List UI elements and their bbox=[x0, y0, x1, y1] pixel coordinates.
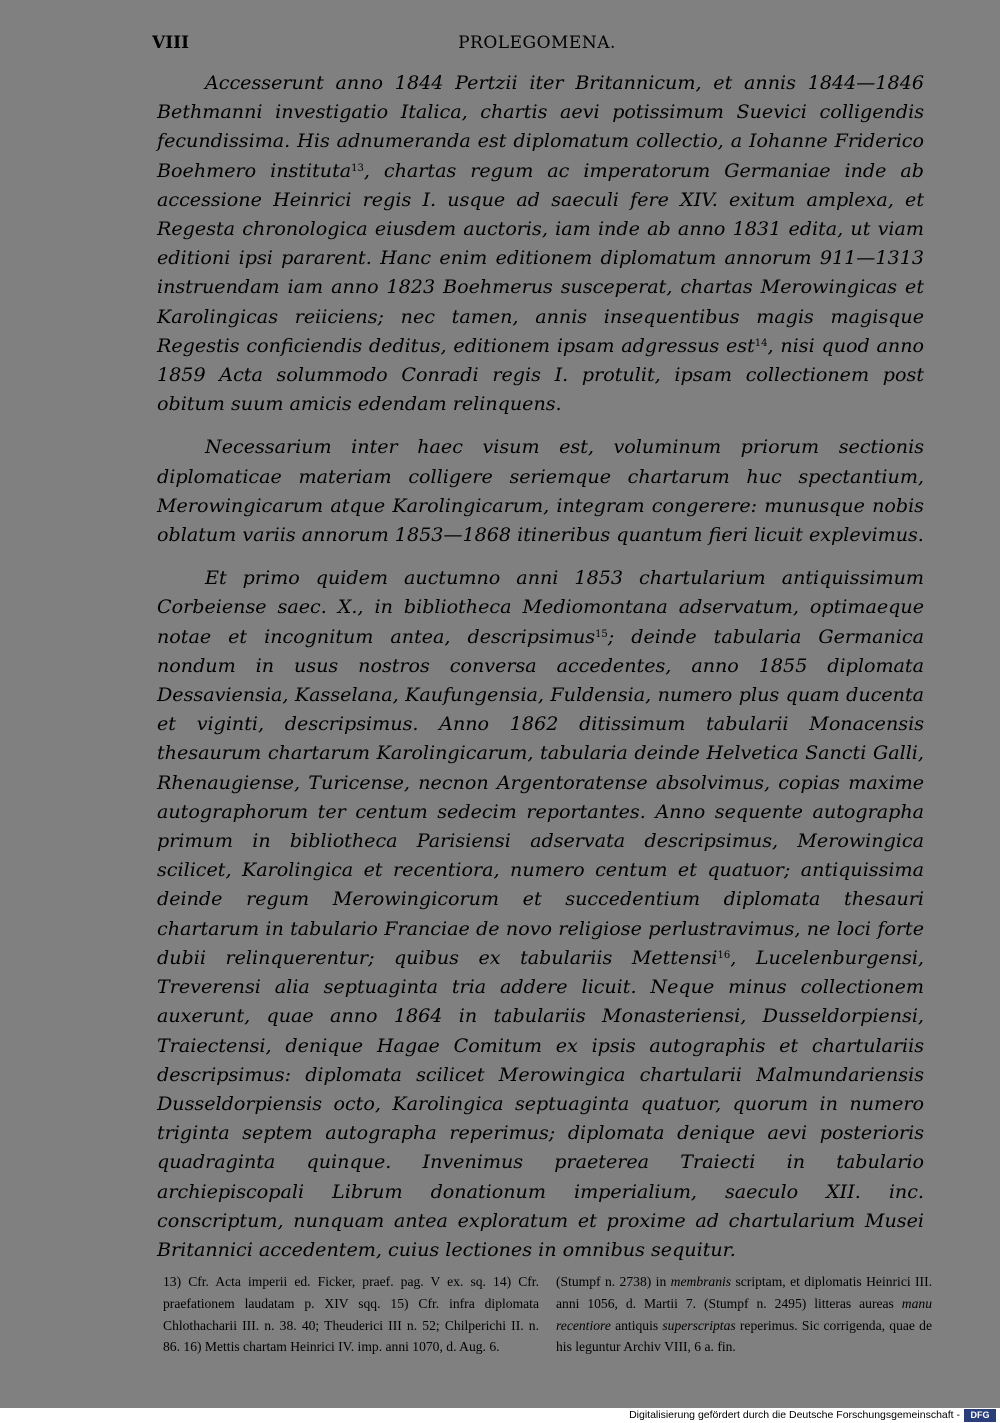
page-number: VIII bbox=[152, 33, 190, 53]
footnote-ref[interactable]: 14 bbox=[754, 337, 768, 349]
main-text bbox=[157, 68, 924, 1264]
footnote-ref[interactable]: 13 bbox=[351, 162, 364, 174]
footnote-ref[interactable]: 16 bbox=[717, 949, 731, 961]
funding-notice: Digitalisierung gefördert durch die Deutsche Forschungsgemeinschaft - bbox=[629, 1409, 960, 1421]
paragraph: Necessarium inter haec visum est, voluminum priorum sectionis diplomaticae materiam colligere seriemque chartarum huc spectantium, Merowingicarum atque Karolingicarum, integram congerere: munusque nobis oblatum variis annorum 1853—1868 itineribus quantum fieri licuit explevimus. bbox=[157, 435, 924, 547]
paragraph: Et primo quidem auctumno anni 1853 chartularium antiquissimum Corbeiense saec. X., in bibliotheca Mediomontana adservatum, optimaeque notae et incognitum antea, descripsimus$^{15}$; deinde tabularia Germanica nondum in usus nostros conversa accedentes, anno 1855 diplomata Dessaviensia, Kasselana, Kaufungensia, Fuldensia, numero plus quam ducenta et viginti, descripsimus. Anno 1862 ditissimum tabularii Monacensis thesaurum chartarum Karolingicarum, tabularia deinde Helvetica Sancti Galli, Rhenaugiense, Turicense, necnon Argentoratense absolvimus, copias maxime autographorum ter centum sedecim reportantes. Anno sequente autographa primum in bibliotheca Parisiensi adservata descripsimus, Merowingica scilicet, Karolingica et recentiora, numero centum et quatuor; antiquissima deinde regum Merowingicorum et succedentium diplomata thesauri chartarum in tabulario Franciae de novo religiose perlustravimus, ne loci forte dubii relinquerentur; quibus ex tabulariis Mettensi$^{16}$, Lucelenburgensi, Treverensi alia septuaginta tria addere licuit. Neque minus collectionem auxerunt, quae anno 1864 in tabulariis Monasteriensi, Dusseldorpiensi, Traiectensi, denique Hagae Comitum ex ipsis autographis et chartulariis descripsimus: diplomata scilicet Merowingica chartularii Malmundariensis Dusseldorpiensis octo, Karolingica septuaginta quatuor, quorum in numero triginta septem autographa reperimus; diplomata denique aevi posterioris quadraginta quinque. Invenimus praeterea Traiecti in tabulario archiepiscopali Librum donationum imperialium, saeculo XII. inc. conscriptum, nunquam antea exploratum et proxime ad chartularium Musei Britannici accedentem, cuius lectiones in omnibus sequitur. bbox=[157, 566, 924, 1261]
footnote-ref[interactable]: 15 bbox=[595, 628, 608, 640]
paragraph: Accesserunt anno 1844 Pertzii iter Britannicum, et annis 1844—1846 Bethmanni investigatio Italica, chartis aevi potissimum Suevici colligendis fecundissima. His adnumeranda est diplomatum collectio, a Iohanne Friderico Boehmero instituta$^{13}$, chartas regum ac imperatorum Germaniae inde ab accessione Heinrici regis I. usque ad saeculi fere XIV. exitum amplexa, et Regesta chronologica eiusdem auctoris, iam inde ab anno 1831 edita, ut viam editioni ipsi pararent. Hanc enim editionem diplomatum annorum 911—1313 instruendam iam anno 1823 Boehmerus susceperat, chartas Merowingicas et Karolingicas reiiciens; nec tamen, annis insequentibus magis magisque Regestis conficiendis deditus, editionem ipsam adgressus est$^{14}$, nisi quod anno 1859 Acta solummodo Conradi regis I. protulit, ipsam collectionem post obitum suum amicis edendam relinquens. bbox=[157, 71, 924, 416]
footnotes-left-column: 13) Cfr. Acta imperii ed. Ficker, praef. pag. V ex. sq. 14) Cfr. praefationem laudatam p. XIV sqq. 15) Cfr. infra diplomata Chlothacharii III. n. 38. 40; Theuderici III n. 52; Chilperichi II. n. 86. 16) Mettis chartam Heinrici IV. imp. anni 1070, d. Aug. 6. bbox=[163, 1274, 539, 1355]
footnotes-right-column: (Stumpf n. 2738) in membranis scriptam, et diplomatis Heinrici III. anni 1056, d. Martii 7. (Stumpf n. 2495) litteras aureas manu recentiore antiquis superscriptas reperimus. Sic corrigenda, quae de his leguntur Archiv VIII, 6 a. fin. bbox=[556, 1274, 933, 1355]
dfg-logo[interactable]: DFG bbox=[964, 1409, 996, 1422]
running-title: PROLEGOMENA. bbox=[458, 33, 616, 53]
page-header bbox=[152, 33, 922, 55]
